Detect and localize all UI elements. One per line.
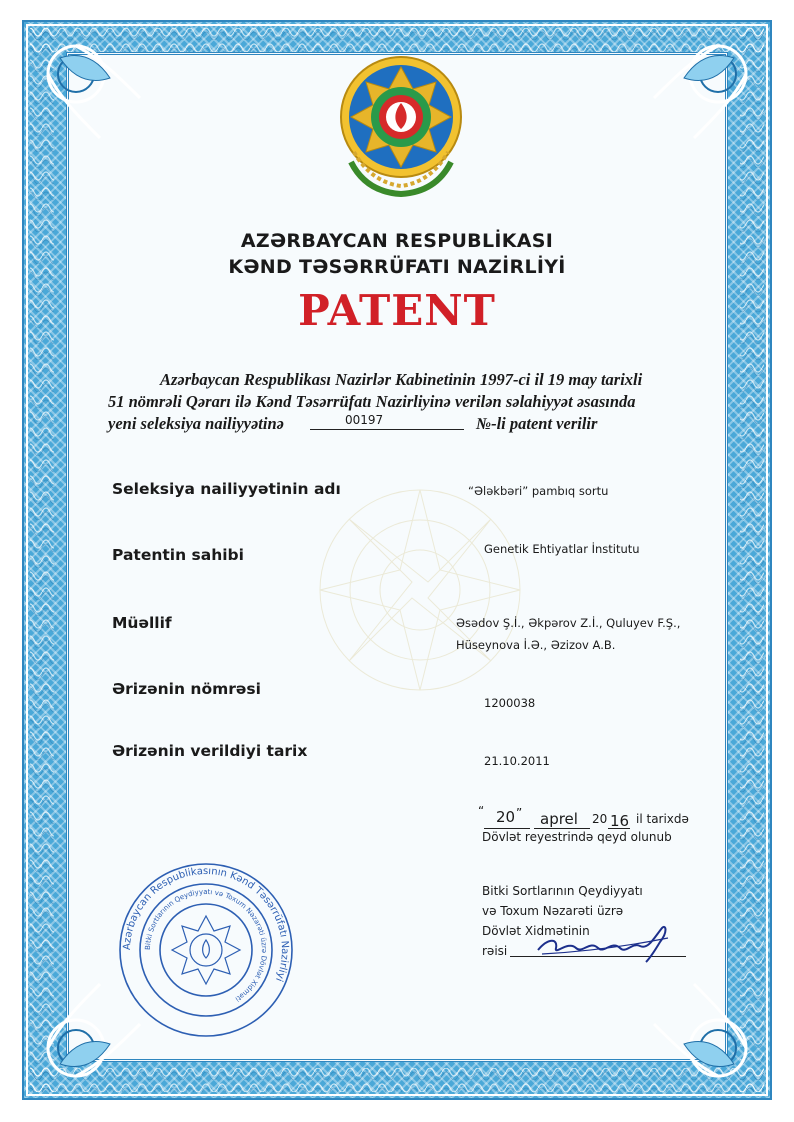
registration-quote-close: ” [516, 806, 523, 820]
patent-number: 00197 [310, 412, 464, 430]
field-label-application-number: Ərizənin nömrəsi [112, 680, 261, 698]
field-value-application-date: 21.10.2011 [484, 754, 550, 768]
intro-line-3-end: №-li patent verilir [476, 414, 598, 433]
registration-suffix: il tarixdə [636, 812, 689, 826]
signatory-line3: Dövlət Xidmətinin [482, 924, 590, 938]
signatory-line2: və Toxum Nəzarəti üzrə [482, 904, 624, 918]
registration-year-prefix: 20 [592, 812, 608, 826]
page-title: PATENT [298, 286, 496, 335]
corner-ornament-icon [644, 38, 754, 148]
corner-ornament-icon [644, 974, 754, 1084]
field-value-author-line2: Hüseynova İ.Ə., Əzizov A.B. [456, 638, 616, 652]
signature [528, 918, 678, 968]
registration-year-suffix: 16 [610, 812, 630, 830]
azerbaijan-coat-of-arms-icon [336, 52, 466, 200]
field-value-achievement-name: “Ələkbəri” pambıq sortu [468, 484, 609, 498]
ministry-heading-line2: KƏND TƏSƏRRÜFATI NAZİRLİYİ [228, 256, 566, 278]
field-label-author: Müəllif [112, 614, 172, 632]
svg-text:Bitki Sortlarının Qeydiyyatı v: Bitki Sortlarının Qeydiyyatı və Toxum Nəzarəti üzrə Dövlət Xidməti [143, 887, 269, 1004]
rosette-watermark-icon [300, 470, 540, 710]
field-label-owner: Patentin sahibi [112, 546, 244, 564]
intro-line-1: Azərbaycan Respublikası Nazirlər Kabinetinin 1997-ci il 19 may tarixli [160, 370, 643, 389]
field-value-application-number: 1200038 [484, 696, 536, 710]
intro-line-3: yeni seleksiya nailiyyətinə [108, 414, 284, 433]
registration-day: 20 [496, 808, 516, 826]
svg-text:Azərbaycan Respublikasının Kən: Azərbaycan Respublikasının Kənd Təsərrüfatı Nazirliyi [121, 865, 291, 983]
corner-ornament-icon [40, 38, 150, 148]
registration-year-underline [608, 828, 630, 829]
official-stamp-icon [118, 862, 294, 1038]
registration-quote-open: “ [478, 804, 485, 818]
signatory-line4: rəisi [482, 944, 508, 958]
field-value-owner: Genetik Ehtiyatlar İnstitutu [484, 542, 640, 556]
field-value-author-line1: Əsədov Ş.İ., Əkpərov Z.İ., Quluyev F.Ş., [456, 616, 681, 630]
registration-month-underline [534, 828, 590, 829]
intro-line-2: 51 nömrəli Qərarı ilə Kənd Təsərrüfatı Nazirliyinə verilən səlahiyyət əsasında [108, 392, 636, 411]
signatory-line1: Bitki Sortlarının Qeydiyyatı [482, 884, 643, 898]
registration-month: aprel [540, 810, 578, 828]
field-label-application-date: Ərizənin verildiyi tarix [112, 742, 308, 760]
field-label-achievement-name: Seleksiya nailiyyətinin adı [112, 480, 341, 498]
registration-line2: Dövlət reyestrində qeyd olunub [482, 830, 672, 844]
registration-day-underline [484, 828, 530, 829]
ministry-heading-line1: AZƏRBAYCAN RESPUBLİKASI [240, 230, 554, 252]
